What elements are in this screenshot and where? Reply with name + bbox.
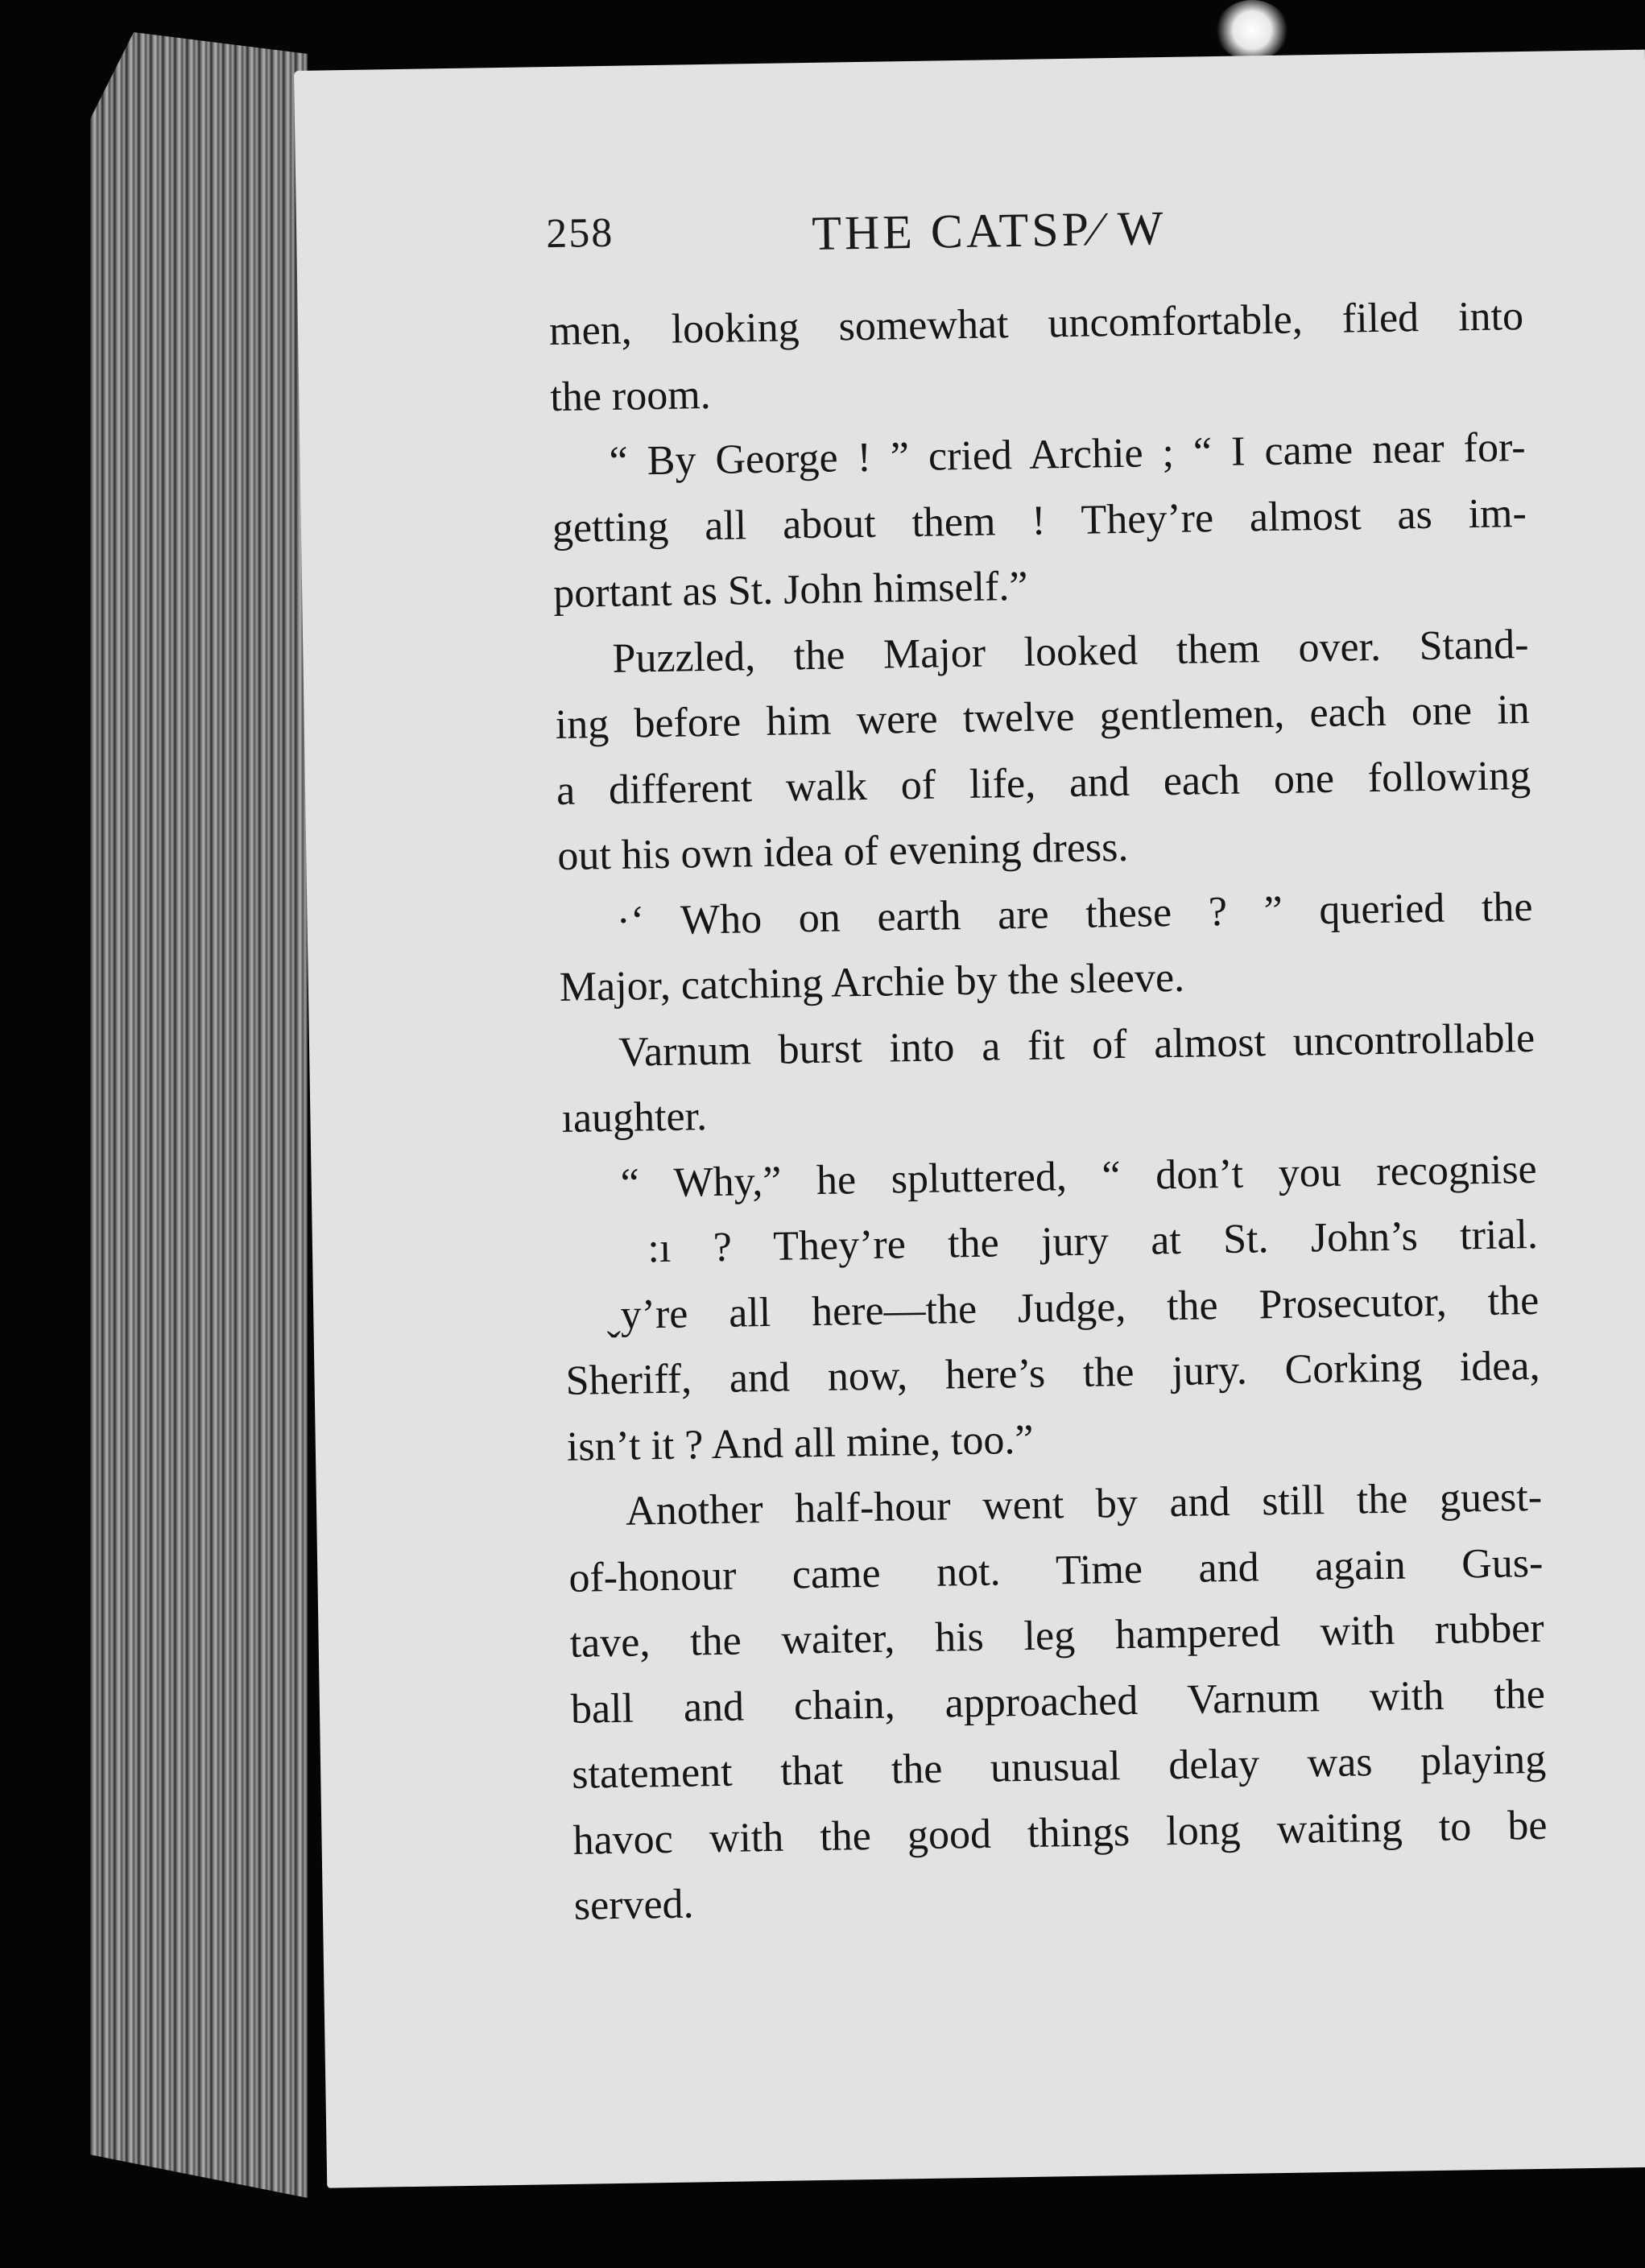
text-line: statement that the unusual delay was playing: [571, 1736, 1547, 1798]
text-line: ·‘ Who on earth are these ? ” queried the: [616, 883, 1533, 944]
camera-flash-glare: [1216, 0, 1288, 60]
text-line: of-honour came not. Time and again Gus-: [568, 1539, 1544, 1601]
book-title: THE CATSP⁄ W: [811, 201, 1168, 260]
text-line: isn’t it ? And all mine, too.”: [566, 1416, 1034, 1470]
text-line: out his own idea of evening dress.: [556, 824, 1129, 879]
text-line: getting all about them ! They’re almost as im-: [552, 490, 1527, 552]
text-line: ing before him were twelve gentlemen, each one in: [555, 686, 1531, 748]
text-line: :ı ? They’re the jury at St. John’s trial.: [563, 1211, 1539, 1273]
text-line: ˬy’re all here—the Judge, the Prosecutor, the: [564, 1277, 1540, 1339]
text-line: Varnum burst into a fit of almost uncontrollable: [618, 1014, 1535, 1076]
text-line: a different walk of life, and each one following: [556, 752, 1531, 814]
text-line: Sheriff, and now, here’s the jury. Corking idea,: [565, 1342, 1540, 1404]
text-line: ıaughter.: [561, 1093, 708, 1142]
text-line: tave, the waiter, his leg hampered with rubber: [569, 1605, 1545, 1667]
text-line: Major, catching Archie by the sleeve.: [559, 954, 1185, 1010]
running-head: [546, 194, 1593, 283]
text-line: ball and chain, approached Varnum with the: [570, 1671, 1546, 1733]
text-line: Another half-hour went by and still the guest-: [625, 1473, 1543, 1535]
text-line: served.: [573, 1881, 694, 1929]
text-line: “ By George ! ” cried Archie ; “ I came near for-: [609, 424, 1526, 485]
text-line: the room.: [549, 371, 712, 420]
body-text: [548, 283, 1548, 1939]
page-block-edge: [90, 32, 308, 2198]
text-line: portant as St. John himself.”: [552, 563, 1028, 618]
page-number: 258: [545, 209, 614, 258]
book-page: [294, 50, 1645, 2188]
text-line: men, looking somewhat uncomfortable, filed into: [548, 293, 1524, 355]
text-line: “ Why,” he spluttered, “ don’t you recognise: [620, 1146, 1538, 1207]
text-line: havoc with the good things long waiting to be: [572, 1802, 1548, 1864]
text-line: Puzzled, the Major looked them over. Stand-: [612, 621, 1529, 682]
